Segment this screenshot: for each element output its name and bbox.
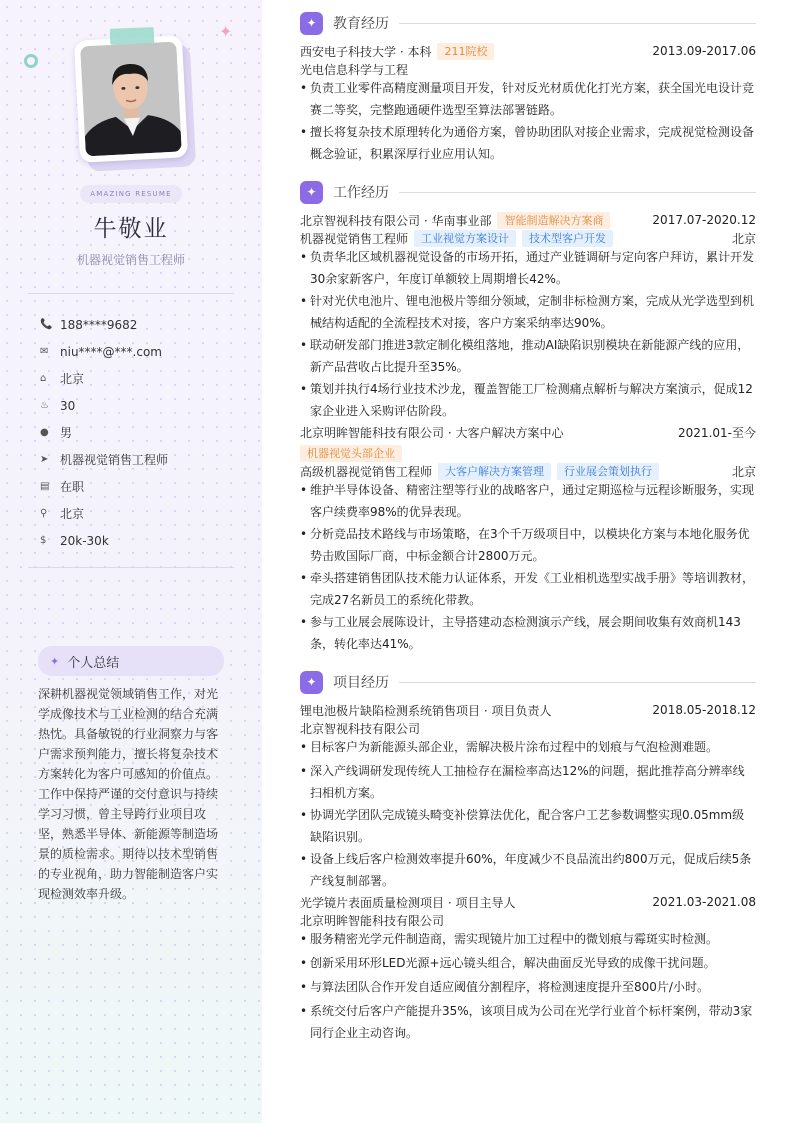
- education-school-row: [300, 42, 756, 60]
- project-bullet: • 服务精密光学元件制造商，需实现镜片加工过程中的微划痕与霉斑实时检测。: [300, 928, 756, 950]
- tape-decoration: [110, 27, 155, 45]
- job-period: 2017.07-2020.12: [652, 213, 756, 227]
- home-icon: ⌂: [40, 373, 47, 384]
- info-row-target-city: ⚲ 北京: [40, 507, 85, 521]
- skill-tag: 工业视觉方案设计: [414, 230, 516, 247]
- ring-decoration: [24, 54, 38, 68]
- project-company: 北京明眸智能科技有限公司: [300, 913, 445, 928]
- project-bullet: • 深入产线调研发现传统人工抽检存在漏检率高达12%的问题，据此推荐高分辨率线扫相机方案。: [300, 760, 756, 804]
- section-header-education: ✦ 教育经历: [300, 11, 756, 35]
- job-position-row: [300, 462, 756, 480]
- cake-icon: ♨: [40, 400, 49, 411]
- info-row-age: ♨ 30: [40, 398, 76, 413]
- job-bullet: • 牵头搭建销售团队技术能力认证体系，开发《工业相机选型实战手册》等培训教材，完成27名新员工的系统化带教。: [300, 567, 756, 611]
- company-tag: 智能制造解决方案商: [497, 212, 610, 229]
- job-bullet: • 维护半导体设备、精密注塑等行业的战略客户，通过定期巡检与远程诊断服务，实现客户续费率98%的优异表现。: [300, 479, 756, 523]
- candidate-role: 机器视觉销售工程师: [76, 253, 185, 267]
- summary-text: 深耕机器视觉领域销售工作，对光学成像技术与工业检测的结合充满热忱。具备敏锐的行业洞察力与客户需求预判能力，擅长将复杂技术方案转化为客户可感知的价值点。工作中保持严谨的交付意识与持续学习习惯，曾主导跨行业项目攻坚，熟悉半导体、新能源等制造场景的质检需求。期待以技术型销售的专业视角，助力智能制造客户实现检测效率升级。: [38, 687, 219, 901]
- project-bullet: • 协调光学团队完成镜头畸变补偿算法优化，配合客户工艺参数调整实现0.05mm级缺陷识别。: [300, 804, 756, 848]
- project-name-row: [300, 893, 756, 911]
- info-row-phone: 📞 188****9682: [40, 317, 138, 332]
- divider: [28, 567, 234, 568]
- job-bullet: • 策划并执行4场行业技术沙龙，覆盖智能工厂检测痛点解析与解决方案演示，促成12家企业进入采购评估阶段。: [300, 378, 756, 422]
- skill-tag: 大客户解决方案管理: [438, 463, 551, 480]
- project-bullet: • 目标客户为新能源头部企业，需解决极片涂布过程中的划痕与气泡检测难题。: [300, 736, 756, 758]
- project-bullet: • 系统交付后客户产能提升35%，该项目成为公司在光学行业首个标杆案例，带动3家同行企业主动咨询。: [300, 1000, 756, 1044]
- education-period: 2013.09-2017.06: [652, 44, 756, 58]
- skill-tag: 技术型客户开发: [522, 230, 613, 247]
- job-bullet: • 负责华北区域机器视觉设备的市场开拓，通过产业链调研与定向客户拜访，累计开发30余家新客户，年度订单额较上周期增长42%。: [300, 246, 756, 290]
- job-position: 机器视觉销售工程师: [300, 231, 409, 246]
- sparkle-icon: ✦: [300, 12, 323, 35]
- candidate-name: 牛敬业: [93, 216, 169, 242]
- gender-icon: ●: [40, 427, 49, 438]
- mail-icon: ✉: [40, 346, 49, 357]
- info-row-gender: ● 男: [40, 426, 73, 440]
- sparkle-icon: ✦: [219, 22, 233, 41]
- info-row-salary: $ 20k-30k: [40, 533, 109, 548]
- info-row-target-role: ➤ 机器视觉销售工程师: [40, 453, 169, 467]
- project-company: 北京智视科技有限公司: [300, 721, 421, 736]
- job-city: 北京: [731, 231, 756, 246]
- salary-icon: $: [40, 535, 47, 546]
- job-bullet: • 分析竞品技术路线与市场策略，在3个千万级项目中，以模块化方案与本地化服务优势击败国际厂商，中标金额合计2800万元。: [300, 523, 756, 567]
- phone-icon: 📞: [40, 319, 53, 330]
- school-name: 西安电子科技大学 · 本科: [300, 44, 432, 59]
- sidebar: [0, 0, 262, 1123]
- info-row-email: ✉ niu****@***.com: [40, 344, 162, 359]
- section-header-projects: ✦ 项目经历: [300, 670, 756, 694]
- job-bullet: • 联动研发部门推进3款定制化模组落地，推动AI缺陷识别模块在新能源产线的应用，新产品营收占比提升至35%。: [300, 334, 756, 378]
- job-company-row: [300, 211, 756, 229]
- job-bullet: • 参与工业展会展陈设计，主导搭建动态检测演示产线，展会期间收集有效商机143条，转化率达41%。: [300, 611, 756, 655]
- skill-tag: 行业展会策划执行: [557, 463, 659, 480]
- divider: [28, 293, 234, 294]
- section-header-work: ✦ 工作经历: [300, 180, 756, 204]
- job-position: 高级机器视觉销售工程师: [300, 464, 433, 479]
- job-city: 北京: [731, 464, 756, 479]
- project-bullet: • 与算法团队合作开发自适应阈值分割程序，将检测速度提升至800片/小时。: [300, 976, 756, 998]
- project-name-row: [300, 701, 756, 719]
- job-company: 北京明眸智能科技有限公司 · 大客户解决方案中心: [300, 425, 564, 440]
- job-period: 2021.01-至今: [678, 425, 756, 440]
- project-period: 2021.03-2021.08: [652, 895, 756, 909]
- project-bullet: • 创新采用环形LED光源+远心镜头组合，解决曲面反光导致的成像干扰问题。: [300, 952, 756, 974]
- job-bullet: • 针对光伏电池片、锂电池极片等细分领域，定制非标检测方案，完成从光学选型到机械结构适配的全流程技术对接，客户方案采纳率达90%。: [300, 290, 756, 334]
- job-company: 北京智视科技有限公司 · 华南事业部: [300, 213, 492, 228]
- job-company-row: [300, 423, 756, 441]
- project-name: 光学镜片表面质量检测项目 · 项目主导人: [300, 895, 516, 910]
- project-period: 2018.05-2018.12: [652, 703, 756, 717]
- info-row-status: ▤ 在职: [40, 480, 85, 494]
- education-bullet: • 负责工业零件高精度测量项目开发，针对反光材质优化打光方案，获全国光电设计竞赛二等奖，完整跑通硬件选型至算法部署链路。: [300, 77, 756, 121]
- portrait-photo: [80, 42, 182, 157]
- summary-header: ✦ 个人总结: [38, 646, 224, 676]
- sparkle-icon: ✦: [50, 654, 60, 668]
- job-position-row: [300, 229, 756, 247]
- education-bullet: • 擅长将复杂技术原理转化为通俗方案，曾协助团队对接企业需求，完成视觉检测设备概念验证，积累深厚行业应用认知。: [300, 121, 756, 165]
- school-tag: 211院校: [437, 43, 494, 60]
- project-bullet: • 设备上线后客户检测效率提升60%，年度减少不良品流出约800万元，促成后续5条产线复制部署。: [300, 848, 756, 892]
- sparkle-icon: ✦: [300, 671, 323, 694]
- briefcase-icon: ▤: [40, 481, 50, 492]
- project-name: 锂电池极片缺陷检测系统销售项目 · 项目负责人: [300, 703, 552, 718]
- resume-badge: AMAZING RESUME: [80, 185, 182, 203]
- contact-info-list: [40, 311, 240, 554]
- avatar: [77, 38, 185, 160]
- sparkle-icon: ✦: [300, 181, 323, 204]
- info-row-home: ⌂ 北京: [40, 372, 85, 386]
- company-tag: 机器视觉头部企业: [300, 445, 402, 462]
- location-pin-icon: ⚲: [40, 508, 48, 519]
- company-tag-row: [300, 444, 756, 462]
- education-major: 光电信息科学与工程: [300, 62, 409, 77]
- send-icon: ➤: [40, 454, 49, 465]
